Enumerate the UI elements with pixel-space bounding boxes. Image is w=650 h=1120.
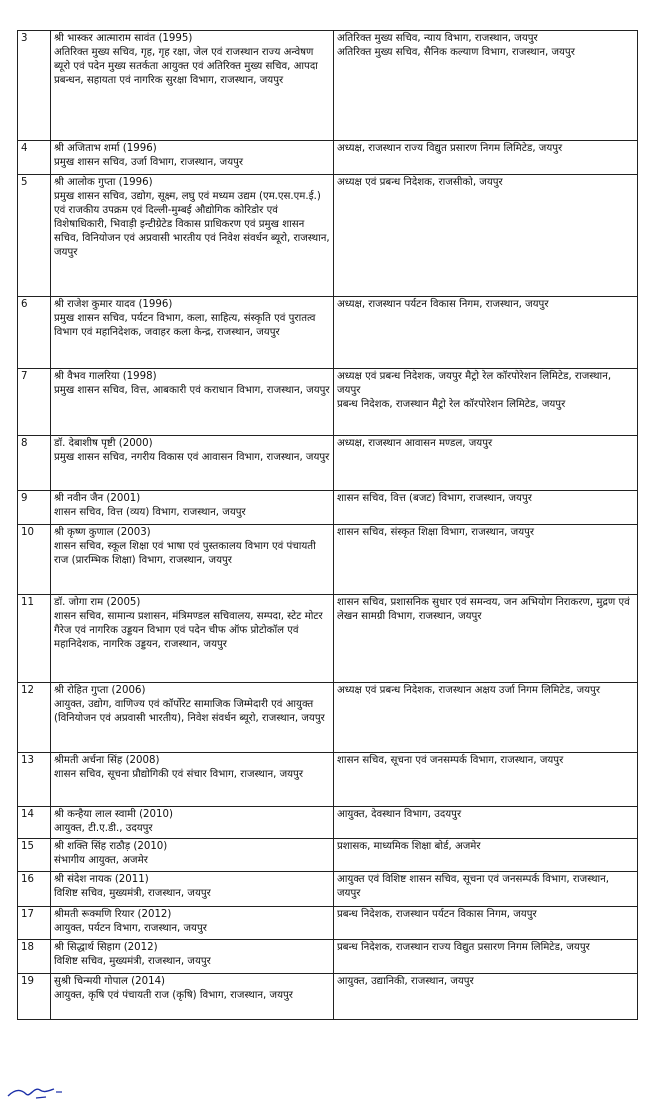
officer-name: श्री कृष्ण कुणाल (2003): [54, 527, 151, 538]
officer-cell: [51, 683, 334, 753]
officer-cell: [51, 297, 334, 369]
officer-name: श्री नवीन जैन (2001): [54, 493, 141, 504]
officer-name: सुश्री चिन्मयी गोपाल (2014): [54, 976, 166, 987]
officer-name: श्रीमती रूक्मणि रियार (2012): [54, 909, 172, 920]
officer-cell: [51, 907, 334, 940]
serial-number: 5: [18, 175, 51, 297]
table-row: [18, 436, 638, 491]
new-posting: शासन सचिव, वित्त (बजट) विभाग, राजस्थान, जयपुर: [334, 491, 638, 525]
new-posting: प्रशासक, माध्यमिक शिक्षा बोर्ड, अजमेर: [334, 839, 638, 872]
officer-name: श्री राजेश कुमार यादव (1996): [54, 299, 173, 310]
officer-cell: [51, 491, 334, 525]
new-posting: शासन सचिव, प्रशासनिक सुधार एवं समन्वय, जन अभियोग निराकरण, मुद्रण एवं लेखन सामग्री विभाग, राजस्थान, जयपुर: [334, 595, 638, 683]
table-row: [18, 839, 638, 872]
officer-name: श्री शक्ति सिंह राठौड़ (2010): [54, 841, 168, 852]
serial-number: 19: [18, 974, 51, 1020]
officer-name: श्री आलोक गुप्ता (1996): [54, 177, 153, 188]
current-post: आयुक्त, पर्यटन विभाग, राजस्थान, जयपुर: [54, 923, 207, 934]
transfer-table-body: [18, 31, 638, 1020]
table-row: [18, 369, 638, 436]
officer-name: डॉ. देबाशीष पृष्टी (2000): [54, 438, 153, 449]
officer-name: श्री संदेश नायक (2011): [54, 874, 149, 885]
officer-name: श्री सिद्धार्थ सिहाग (2012): [54, 942, 158, 953]
transfer-table: [17, 30, 638, 1020]
officer-cell: [51, 31, 334, 141]
current-post: प्रमुख शासन सचिव, उर्जा विभाग, राजस्थान, जयपुर: [54, 157, 244, 168]
serial-number: 3: [18, 31, 51, 141]
officer-name: श्री वैभव गालरिया (1998): [54, 371, 157, 382]
officer-name: श्री भास्कर आत्माराम सावंत (1995): [54, 33, 193, 44]
table-row: [18, 491, 638, 525]
serial-number: 7: [18, 369, 51, 436]
current-post: आयुक्त, उद्योग, वाणिज्य एवं कॉर्पोरेट सामाजिक जिम्मेदारी एवं आयुक्त (विनियोजन एवं अप्रवासी भारतीय), निवेश संवर्धन ब्यूरो, राजस्थान, जयपुर: [54, 699, 325, 724]
officer-cell: [51, 974, 334, 1020]
current-post: शासन सचिव, स्कूल शिक्षा एवं भाषा एवं पुस्तकालय विभाग एवं पंचायती राज (प्रारम्भिक शिक्षा) विभाग, राजस्थान, जयपुर: [54, 541, 316, 566]
current-post: संभागीय आयुक्त, अजमेर: [54, 855, 148, 866]
new-posting: प्रबन्ध निदेशक, राजस्थान पर्यटन विकास निगम, जयपुर: [334, 907, 638, 940]
officer-name: डॉ. जोगा राम (2005): [54, 597, 141, 608]
officer-cell: [51, 369, 334, 436]
serial-number: 6: [18, 297, 51, 369]
new-posting: अतिरिक्त मुख्य सचिव, न्याय विभाग, राजस्थान, जयपुर अतिरिक्त मुख्य सचिव, सैनिक कल्याण विभाग, राजस्थान, जयपुर: [334, 31, 638, 141]
table-row: [18, 807, 638, 839]
officer-cell: [51, 175, 334, 297]
current-post: आयुक्त, टी.ए.डी., उदयपुर: [54, 823, 153, 834]
officer-cell: [51, 807, 334, 839]
new-posting: आयुक्त, देवस्थान विभाग, उदयपुर: [334, 807, 638, 839]
table-row: [18, 31, 638, 141]
officer-cell: [51, 525, 334, 595]
table-row: [18, 141, 638, 175]
serial-number: 16: [18, 872, 51, 907]
officer-cell: [51, 141, 334, 175]
officer-cell: [51, 595, 334, 683]
serial-number: 13: [18, 753, 51, 807]
current-post: प्रमुख शासन सचिव, वित्त, आबकारी एवं कराधान विभाग, राजस्थान, जयपुर: [54, 385, 330, 396]
table-row: [18, 525, 638, 595]
serial-number: 12: [18, 683, 51, 753]
new-posting: आयुक्त एवं विशिष्ट शासन सचिव, सूचना एवं जनसम्पर्क विभाग, राजस्थान, जयपुर: [334, 872, 638, 907]
current-post: अतिरिक्त मुख्य सचिव, गृह, गृह रक्षा, जेल एवं राजस्थान राज्य अन्वेषण ब्यूरो एवं पदेन मुख्य सतर्कता आयुक्त एवं अतिरिक्त मुख्य सचिव, आपदा प्रबन्धन, सहायता एवं नागरिक सुरक्षा विभाग, राजस्थान, जयपुर: [54, 47, 318, 86]
current-post: प्रमुख शासन सचिव, नगरीय विकास एवं आवासन विभाग, राजस्थान, जयपुर: [54, 452, 330, 463]
current-post: शासन सचिव, सामान्य प्रशासन, मंत्रिमण्डल सचिवालय, सम्पदा, स्टेट मोटर गैरेज एवं नागरिक उड्डयन विभाग एवं पदेन चीफ ऑफ प्रोटोकॉल एवं महानिदेशक, नागरिक उड्डयन, राजस्थान, जयपुर: [54, 611, 323, 650]
current-post: विशिष्ट सचिव, मुख्यमंत्री, राजस्थान, जयपुर: [54, 956, 211, 967]
new-posting: अध्यक्ष एवं प्रबन्ध निदेशक, राजसीको, जयपुर: [334, 175, 638, 297]
new-posting: अध्यक्ष एवं प्रबन्ध निदेशक, जयपुर मैट्रो रेल कॉरपोरेशन लिमिटेड, राजस्थान, जयपुर प्रबन्ध निदेशक, राजस्थान मैट्रो रेल कॉरपोरेशन लिमिटेड, जयपुर: [334, 369, 638, 436]
new-posting: आयुक्त, उद्यानिकी, राजस्थान, जयपुर: [334, 974, 638, 1020]
officer-name: श्रीमती अर्चना सिंह (2008): [54, 755, 160, 766]
current-post: आयुक्त, कृषि एवं पंचायती राज (कृषि) विभाग, राजस्थान, जयपुर: [54, 990, 293, 1001]
current-post: प्रमुख शासन सचिव, उद्योग, सूक्ष्म, लघु एवं मध्यम उद्यम (एम.एस.एम.ई.) एवं राजकीय उपक्रम एवं दिल्ली-मुम्बई औद्योगिक कोरिडोर एवं विशेषाधिकारी, भिवाड़ी इन्टीग्रेटेड विकास प्राधिकरण एवं प्रमुख शासन सचिव, विनियोजन एवं अप्रवासी भारतीय एवं निवेश संवर्धन ब्यूरो, राजस्थान, जयपुर: [54, 191, 330, 258]
table-row: [18, 974, 638, 1020]
table-row: [18, 940, 638, 974]
serial-number: 15: [18, 839, 51, 872]
serial-number: 8: [18, 436, 51, 491]
table-row: [18, 907, 638, 940]
officer-cell: [51, 753, 334, 807]
new-posting: अध्यक्ष एवं प्रबन्ध निदेशक, राजस्थान अक्षय उर्जा निगम लिमिटेड, जयपुर: [334, 683, 638, 753]
current-post: प्रमुख शासन सचिव, पर्यटन विभाग, कला, साहित्य, संस्कृति एवं पुरातत्व विभाग एवं महानिदेशक, जवाहर कला केन्द्र, राजस्थान, जयपुर: [54, 313, 316, 338]
serial-number: 14: [18, 807, 51, 839]
new-posting: अध्यक्ष, राजस्थान आवासन मण्डल, जयपुर: [334, 436, 638, 491]
new-posting: अध्यक्ष, राजस्थान राज्य विद्युत प्रसारण निगम लिमिटेड, जयपुर: [334, 141, 638, 175]
current-post: शासन सचिव, सूचना प्रौद्योगिकी एवं संचार विभाग, राजस्थान, जयपुर: [54, 769, 304, 780]
officer-name: श्री कन्हैया लाल स्वामी (2010): [54, 809, 173, 820]
new-posting: अध्यक्ष, राजस्थान पर्यटन विकास निगम, राजस्थान, जयपुर: [334, 297, 638, 369]
new-posting: शासन सचिव, संस्कृत शिक्षा विभाग, राजस्थान, जयपुर: [334, 525, 638, 595]
officer-cell: [51, 839, 334, 872]
table-row: [18, 872, 638, 907]
officer-name: श्री अजिताभ शर्मा (1996): [54, 143, 157, 154]
new-posting: प्रबन्ध निदेशक, राजस्थान राज्य विद्युत प्रसारण निगम लिमिटेड, जयपुर: [334, 940, 638, 974]
current-post: शासन सचिव, वित्त (व्यय) विभाग, राजस्थान, जयपुर: [54, 507, 246, 518]
table-row: [18, 683, 638, 753]
officer-cell: [51, 436, 334, 491]
officer-cell: [51, 940, 334, 974]
serial-number: 10: [18, 525, 51, 595]
serial-number: 4: [18, 141, 51, 175]
serial-number: 9: [18, 491, 51, 525]
table-row: [18, 753, 638, 807]
serial-number: 11: [18, 595, 51, 683]
serial-number: 17: [18, 907, 51, 940]
officer-name: श्री रोहित गुप्ता (2006): [54, 685, 146, 696]
signature-mark: [6, 1076, 66, 1106]
officer-cell: [51, 872, 334, 907]
serial-number: 18: [18, 940, 51, 974]
table-row: [18, 595, 638, 683]
new-posting: शासन सचिव, सूचना एवं जनसम्पर्क विभाग, राजस्थान, जयपुर: [334, 753, 638, 807]
table-row: [18, 297, 638, 369]
table-row: [18, 175, 638, 297]
current-post: विशिष्ट सचिव, मुख्यमंत्री, राजस्थान, जयपुर: [54, 888, 211, 899]
